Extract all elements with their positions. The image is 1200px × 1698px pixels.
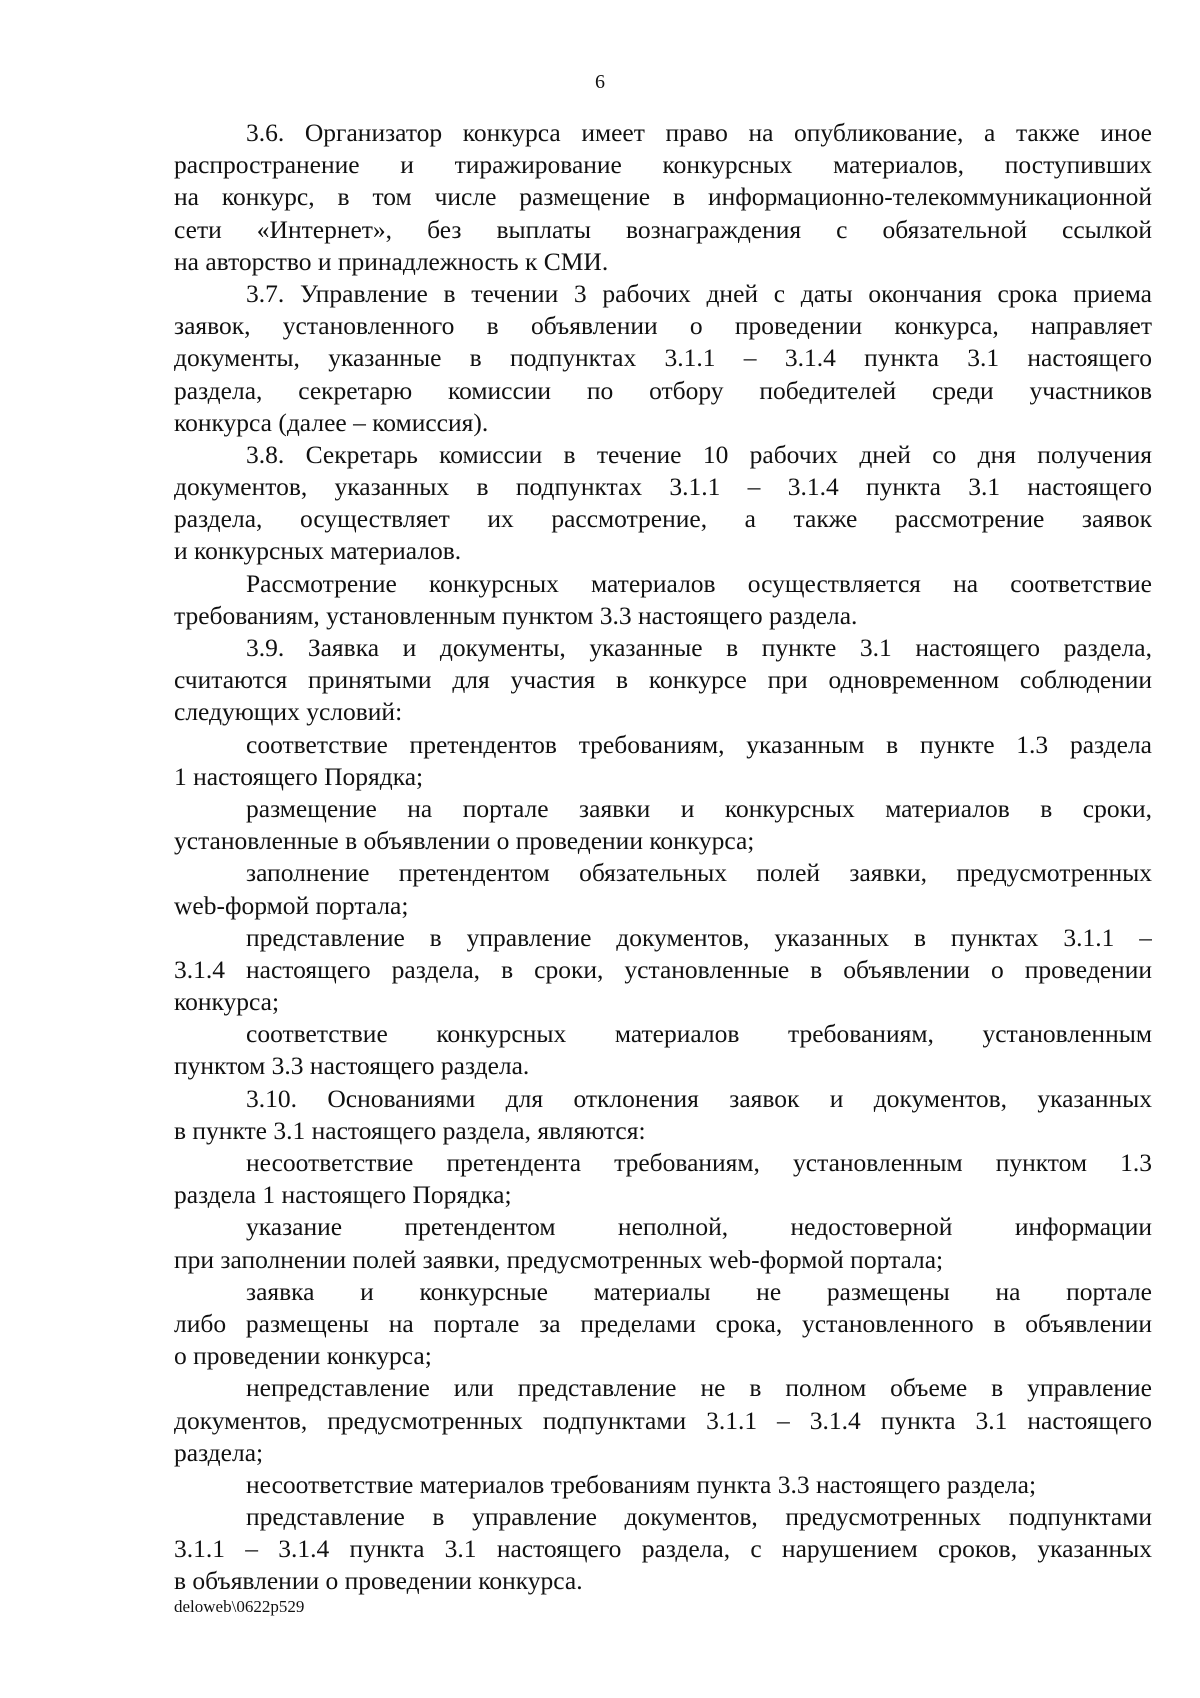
paragraph-line: требованиям, установленным пунктом 3.3 настоящего раздела. (174, 600, 858, 630)
paragraph (174, 1372, 1152, 1469)
paragraph (174, 1083, 1152, 1147)
paragraph (174, 117, 1152, 278)
paragraph-line: сети «Интернет», без выплаты вознаграждения с обязательной ссылкой (174, 214, 1152, 244)
paragraph-line: 3.9. Заявка и документы, указанные в пункте 3.1 настоящего раздела, (246, 633, 1152, 662)
paragraph-line: размещение на портале заявки и конкурсных материалов в сроки, (246, 793, 1152, 823)
paragraph-line: заявка и конкурсные материалы не размещены на портале (246, 1276, 1152, 1306)
paragraph-line: конкурса (далее – комиссия). (174, 407, 489, 437)
paragraph-line: на авторство и принадлежность к СМИ. (174, 246, 609, 276)
paragraph-line: несоответствие претендента требованиям, установленным пунктом 1.3 (246, 1148, 1152, 1177)
paragraph (174, 1276, 1152, 1373)
paragraph (174, 1147, 1152, 1211)
paragraph-line: заполнение претендентом обязательных полей заявки, предусмотренных (246, 858, 1152, 888)
paragraph-line: о проведении конкурса; (174, 1341, 432, 1371)
paragraph-line: 3.8. Секретарь комиссии в течение 10 рабочих дней со дня получения (246, 439, 1152, 469)
paragraph-line: распространение и тиражирование конкурсных материалов, поступивших (174, 150, 1152, 180)
paragraph-line: в пункте 3.1 настоящего раздела, являются: (174, 1115, 646, 1145)
paragraph-line: раздела, осуществляет их рассмотрение, а также рассмотрение заявок (174, 504, 1152, 534)
paragraph (174, 922, 1152, 1019)
page-number: 6 (595, 71, 605, 93)
paragraph-line: несоответствие материалов требованиям пункта 3.3 настоящего раздела; (246, 1469, 1037, 1499)
paragraph-line: при заполнении полей заявки, предусмотренных web-формой портала; (174, 1244, 944, 1274)
paragraph-line: web-формой портала; (174, 890, 409, 920)
paragraph-line: на конкурс, в том числе размещение в информационно-телекоммуникационной (174, 182, 1152, 212)
paragraph-line: следующих условий: (174, 697, 403, 727)
paragraph (174, 1211, 1152, 1275)
paragraph (174, 632, 1152, 729)
paragraph (174, 439, 1152, 568)
paragraph-line: 1 настоящего Порядка; (174, 761, 424, 791)
paragraph (174, 857, 1152, 921)
paragraph (174, 793, 1152, 857)
paragraph-line: и конкурсных материалов. (174, 536, 462, 566)
paragraph-line: раздела 1 настоящего Порядка; (174, 1180, 512, 1210)
paragraph-line: 3.7. Управление в течении 3 рабочих дней с даты окончания срока приема (246, 278, 1152, 308)
document-body (174, 117, 1152, 1598)
paragraph (174, 278, 1152, 439)
paragraph-line: 3.10. Основаниями для отклонения заявок и документов, указанных (246, 1083, 1152, 1113)
paragraph-line: документов, предусмотренных подпунктами 3.1.1 – 3.1.4 пункта 3.1 настоящего (174, 1405, 1152, 1435)
paragraph-line: указание претендентом неполной, недостоверной информации (246, 1212, 1152, 1242)
paragraph-line: конкурса; (174, 987, 280, 1017)
paragraph-line: установленные в объявлении о проведении конкурса; (174, 826, 755, 856)
paragraph-line: пунктом 3.3 настоящего раздела. (174, 1051, 530, 1081)
paragraph-line: либо размещены на портале за пределами срока, установленного в объявлении (174, 1308, 1152, 1338)
paragraph-line: раздела; (174, 1437, 264, 1467)
paragraph-line: 3.6. Организатор конкурса имеет право на опубликование, а также иное (246, 118, 1152, 147)
paragraph-line: Рассмотрение конкурсных материалов осуществляется на соответствие (246, 568, 1152, 598)
document-code: deloweb\0622p529 (174, 1597, 305, 1616)
paragraph-line: соответствие претендентов требованиям, указанным в пункте 1.3 раздела (246, 729, 1152, 759)
paragraph (174, 1501, 1152, 1598)
paragraph (174, 1018, 1152, 1082)
paragraph-line: в объявлении о проведении конкурса. (174, 1566, 583, 1596)
paragraph-line: заявок, установленного в объявлении о проведении конкурса, направляет (174, 311, 1152, 341)
paragraph-line: 3.1.1 – 3.1.4 пункта 3.1 настоящего раздела, с нарушением сроков, указанных (174, 1534, 1152, 1564)
paragraph-line: раздела, секретарю комиссии по отбору победителей среди участников (174, 375, 1152, 405)
paragraph (174, 568, 1152, 632)
paragraph (174, 729, 1152, 793)
paragraph-line: документы, указанные в подпунктах 3.1.1 – 3.1.4 пункта 3.1 настоящего (174, 343, 1152, 373)
paragraph-line: представление в управление документов, предусмотренных подпунктами (246, 1502, 1152, 1532)
paragraph-line: представление в управление документов, указанных в пунктах 3.1.1 – (246, 922, 1152, 952)
paragraph-line: 3.1.4 настоящего раздела, в сроки, установленные в объявлении о проведении (174, 954, 1152, 984)
paragraph-line: соответствие конкурсных материалов требованиям, установленным (246, 1019, 1152, 1049)
paragraph (174, 1469, 1152, 1501)
paragraph-line: считаются принятыми для участия в конкурсе при одновременном соблюдении (174, 665, 1152, 695)
paragraph-line: непредставление или представление не в полном объеме в управление (246, 1373, 1152, 1403)
paragraph-line: документов, указанных в подпунктах 3.1.1 – 3.1.4 пункта 3.1 настоящего (174, 472, 1152, 502)
